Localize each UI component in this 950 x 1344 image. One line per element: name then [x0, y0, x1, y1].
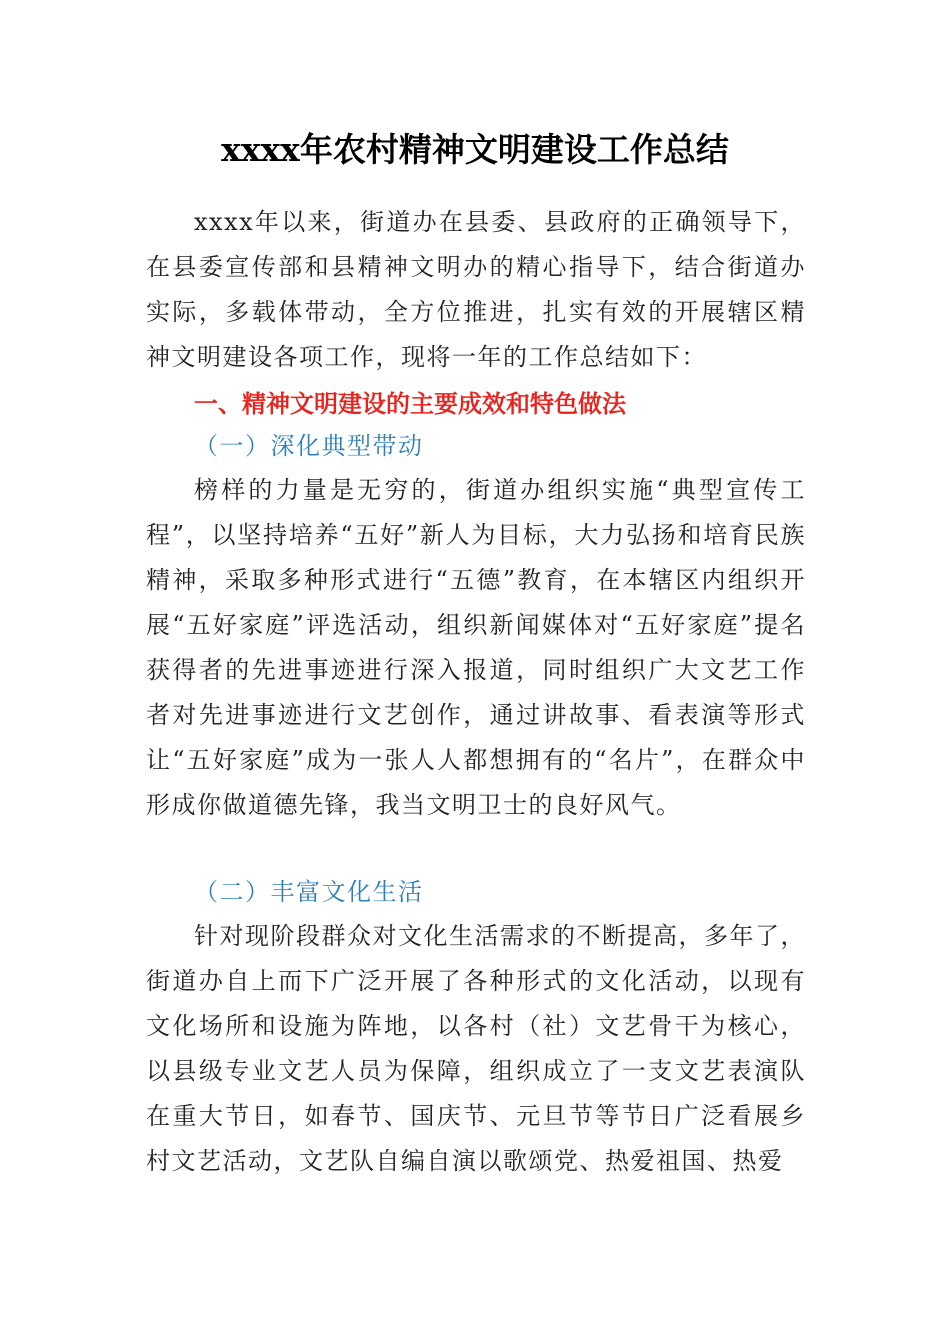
subsection-2-paragraph: 针对现阶段群众对文化生活需求的不断提高，多年了，街道办自上而下广泛开展了各种形式的文化活动，以现有文化场所和设施为阵地，以各村（社）文艺骨干为核心，以县级专业文艺人员为保障，组织成立了一支文艺表演队在重大节日，如春节、国庆节、元旦节等节日广泛看展乡村文艺活动，文艺队自编自演以歌颂党、热爱祖国、热爱 [146, 922, 806, 1175]
section-heading: 一、精神文明建设的主要成效和特色做法 [194, 390, 626, 418]
intro-paragraph: xxxx年以来，街道办在县委、县政府的正确领导下，在县委宣传部和县精神文明办的精心指导下，结合街道办实际，多载体带动，全方位推进，扎实有效的开展辖区精神文明建设各项工作，现将一年的工作总结如下： [146, 208, 806, 371]
subsection-heading-1: （一）深化典型带动 [194, 432, 424, 460]
document-title: xxxx年农村精神文明建设工作总结 [221, 130, 729, 169]
subsection-1-paragraph: 榜样的力量是无穷的，街道办组织实施“典型宣传工程”，以坚持培养“五好”新人为目标，大力弘扬和培育民族精神，采取多种形式进行“五德”教育，在本辖区内组织开展“五好家庭”评选活动，组织新闻媒体对“五好家庭”提名获得者的先进事迹进行深入报道，同时组织广大文艺工作者对先进事迹进行文艺创作，通过讲故事、看表演等形式让“五好家庭”成为一张人人都想拥有的“名片”，在群众中形成你做道德先锋，我当文明卫士的良好风气。 [146, 476, 806, 819]
subsection-heading-2: （二）丰富文化生活 [194, 878, 424, 906]
